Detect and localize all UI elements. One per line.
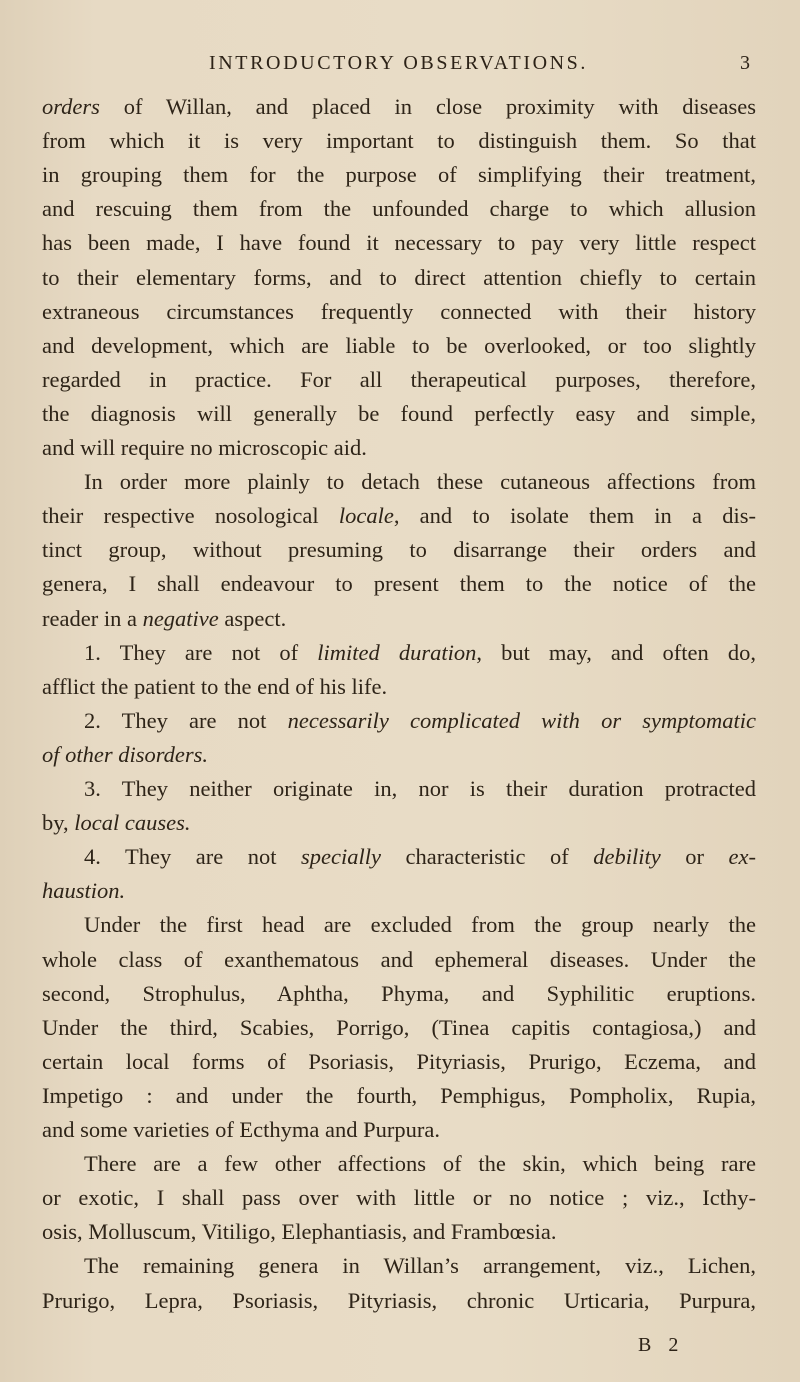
- page-header: [0, 50, 800, 80]
- text-line: [42, 1217, 756, 1247]
- text-line: [42, 569, 756, 599]
- text-line: [42, 1047, 756, 1077]
- text-line: [42, 263, 756, 293]
- italic-text: specially: [301, 844, 381, 870]
- text-segment: Under the first head are excluded from the group nearly the: [84, 912, 756, 938]
- text-line: [42, 1081, 756, 1111]
- text-line: [42, 1286, 756, 1316]
- text-segment: or: [660, 844, 729, 870]
- text-segment: the diagnosis will generally be found perfectly easy and simple,: [42, 400, 756, 426]
- text-segment: in grouping them for the purpose of simplifying their treatment,: [42, 162, 756, 188]
- text-line: [84, 842, 756, 872]
- text-segment: aspect.: [218, 605, 287, 631]
- text-line: [42, 92, 756, 122]
- text-line: [84, 774, 756, 804]
- text-segment: and some varieties of Ecthyma and Purpura.: [42, 1117, 441, 1142]
- text-segment: from which it is very important to distinguish them. So that: [42, 128, 756, 154]
- text-segment: reader in a: [42, 605, 143, 631]
- text-segment: osis, Molluscum, Vitiligo, Elephantiasis, and Frambœsia.: [42, 1219, 557, 1245]
- text-line: [42, 535, 756, 565]
- text-segment: 2. They are not: [84, 707, 288, 733]
- text-segment: The remaining genera in Willan’s arrangement, viz., Lichen,: [84, 1253, 756, 1279]
- text-segment: afflict the patient to the end of his life.: [42, 673, 388, 699]
- text-line: [84, 1251, 756, 1281]
- italic-text: necessarily complicated with or symptomatic: [287, 707, 756, 733]
- text-segment: tinct group, without presuming to disarrange their orders and: [42, 537, 756, 563]
- text-segment: , and to isolate them in a dis-: [393, 503, 756, 529]
- text-segment: of Willan, and placed in close proximity with diseases: [99, 94, 756, 119]
- text-segment: Prurigo, Lepra, Psoriasis, Pityriasis, chronic Urticaria, Purpura,: [42, 1287, 756, 1313]
- text-line: [84, 910, 756, 940]
- signature-mark: B 2: [638, 1334, 685, 1356]
- text-segment: Under the third, Scabies, Porrigo, (Tinea capitis contagiosa,) and: [42, 1014, 756, 1040]
- text-segment: second, Strophulus, Aphtha, Phyma, and Syphilitic eruptions.: [42, 980, 756, 1006]
- italic-text: of other disorders.: [42, 741, 209, 767]
- text-line: [42, 228, 756, 258]
- text-line: [42, 979, 756, 1009]
- text-segment: certain local forms of Psoriasis, Pityriasis, Prurigo, Eczema, and: [42, 1048, 756, 1074]
- text-line: [42, 160, 756, 190]
- text-line: [42, 876, 756, 906]
- text-segment: Impetigo : and under the fourth, Pemphigus, Pompholix, Rupia,: [42, 1082, 756, 1108]
- italic-text: orders: [42, 94, 100, 119]
- text-line: [42, 604, 756, 634]
- text-line: [84, 1149, 756, 1179]
- text-line: [42, 945, 756, 975]
- text-line: [84, 467, 756, 497]
- text-line: [42, 399, 756, 429]
- running-title: INTRODUCTORY OBSERVATIONS.: [209, 52, 589, 74]
- text-segment: extraneous circumstances frequently connected with their history: [42, 298, 756, 324]
- italic-text: ex-: [728, 844, 756, 870]
- italic-text: local causes.: [74, 810, 191, 836]
- text-line: [42, 1115, 756, 1145]
- text-line: [84, 638, 756, 668]
- text-line: [42, 740, 756, 770]
- text-line: [42, 501, 756, 531]
- italic-text: locale: [338, 503, 394, 529]
- text-segment: by,: [42, 810, 75, 836]
- text-segment: characteristic of: [381, 844, 594, 870]
- text-segment: has been made, I have found it necessary to pay very little respect: [42, 230, 756, 256]
- text-segment: In order more plainly to detach these cutaneous affections from: [84, 469, 756, 495]
- text-segment: There are a few other affections of the skin, which being rare: [84, 1151, 756, 1177]
- text-line: [42, 433, 756, 463]
- text-line: [42, 297, 756, 327]
- text-line: [42, 365, 756, 395]
- text-segment: and development, which are liable to be overlooked, or too slightly: [42, 332, 756, 358]
- text-segment: 1. They are not of: [84, 639, 318, 665]
- page-number: 3: [740, 52, 750, 74]
- italic-text: limited duration: [317, 639, 477, 665]
- text-line: [42, 672, 756, 702]
- text-segment: , but may, and often do,: [476, 639, 756, 665]
- text-line: [42, 194, 756, 224]
- text-segment: 4. They are not: [84, 844, 302, 870]
- text-segment: or exotic, I shall pass over with little or no notice ; viz., Icthy-: [42, 1185, 756, 1211]
- text-line: [42, 1013, 756, 1043]
- text-line: [42, 808, 756, 838]
- text-line: [42, 126, 756, 156]
- text-segment: regarded in practice. For all therapeutical purposes, therefore,: [42, 366, 756, 392]
- text-segment: their respective nosological: [42, 503, 339, 529]
- text-segment: and will require no microscopic aid.: [42, 435, 367, 460]
- text-line: [84, 706, 756, 736]
- text-segment: 3. They neither originate in, nor is their duration protracted: [84, 776, 756, 801]
- text-line: [42, 1183, 756, 1213]
- text-segment: and rescuing them from the unfounded charge to which allusion: [42, 196, 756, 222]
- italic-text: debility: [593, 844, 661, 870]
- italic-text: haustion.: [42, 878, 126, 904]
- text-line: [42, 331, 756, 361]
- text-segment: to their elementary forms, and to direct attention chiefly to certain: [42, 264, 756, 290]
- text-segment: genera, I shall endeavour to present them to the notice of the: [42, 571, 756, 597]
- text-segment: whole class of exanthematous and ephemeral diseases. Under the: [42, 946, 756, 972]
- italic-text: negative: [142, 605, 219, 631]
